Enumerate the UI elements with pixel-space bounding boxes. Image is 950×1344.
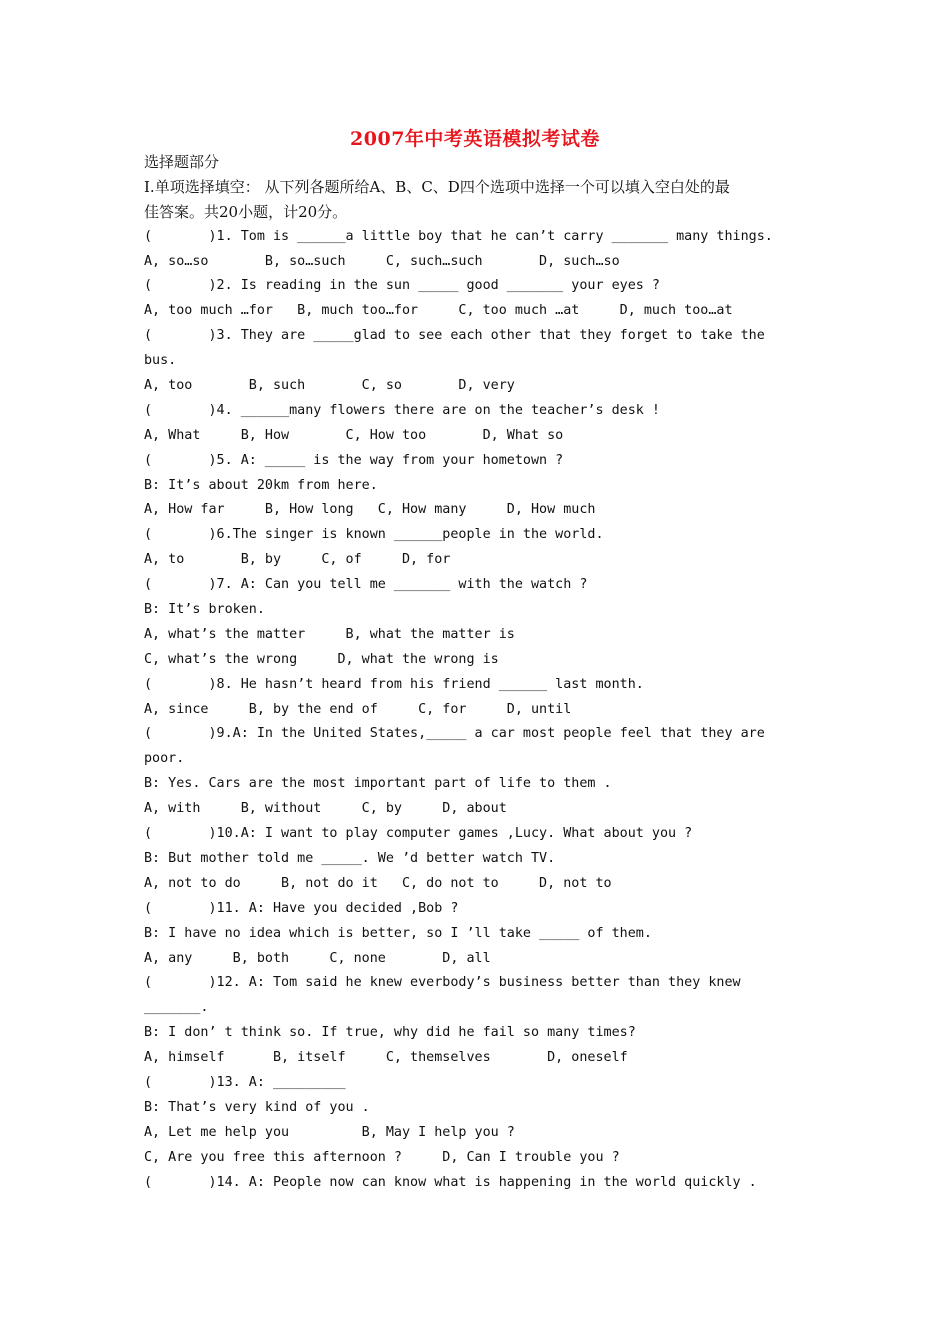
- question-line: ( )14. A: People now can know what is happening in the world quickly .: [144, 1174, 757, 1190]
- question-line: ( )13. A: _________: [144, 1074, 346, 1090]
- question-line: ( )7. A: Can you tell me _______ with the watch ?: [144, 577, 588, 593]
- question-line: ( )8. He hasn’t heard from his friend ______ last month.: [144, 676, 644, 692]
- options-line: A, what’s the matter B, what the matter is: [144, 626, 515, 642]
- options-line: A, to B, by C, of D, for: [144, 552, 451, 568]
- options-line: A, since B, by the end of C, for D, until: [144, 701, 572, 717]
- question-line: poor.: [144, 751, 185, 767]
- options-line: A, What B, How C, How too D, What so: [144, 427, 564, 443]
- question-line: bus.: [144, 353, 177, 369]
- dialog-line: B: It’s about 20km from here.: [144, 477, 378, 493]
- dialog-line: B: That’s very kind of you .: [144, 1099, 370, 1115]
- options-line: C, what’s the wrong D, what the wrong is: [144, 651, 499, 667]
- section-heading: 选择题部分: [144, 153, 220, 171]
- options-line: A, himself B, itself C, themselves D, oneself: [144, 1050, 628, 1066]
- question-text-block: [144, 150, 809, 1195]
- question-line: ( )9.A: In the United States,_____ a car most people feel that they are: [144, 726, 765, 742]
- options-line: A, with B, without C, by D, about: [144, 801, 507, 817]
- question-line: ( )4. ______many flowers there are on the teacher’s desk !: [144, 402, 660, 418]
- question-line: ( )5. A: _____ is the way from your hometown ?: [144, 452, 564, 468]
- question-line: ( )11. A: Have you decided ,Bob ?: [144, 900, 459, 916]
- dialog-line: B: I don’ t think so. If true, why did he fail so many times?: [144, 1025, 636, 1041]
- dialog-line: B: It’s broken.: [144, 602, 265, 618]
- options-line: A, Let me help you B, May I help you ?: [144, 1124, 515, 1140]
- question-line: ( )3. They are _____glad to see each other that they forget to take the: [144, 328, 765, 344]
- instructions-line: 佳答案。共20小题，计20分。: [144, 202, 348, 221]
- question-line: ( )2. Is reading in the sun _____ good _______ your eyes ?: [144, 278, 660, 294]
- options-line: A, How far B, How long C, How many D, How much: [144, 502, 596, 518]
- question-line: ( )12. A: Tom said he knew everbody’s business better than they knew: [144, 975, 741, 991]
- options-line: A, too much …for B, much too…for C, too much …at D, much too…at: [144, 303, 733, 319]
- dialog-line: B: But mother told me _____. We ’d better watch TV.: [144, 850, 556, 866]
- dialog-line: B: I have no idea which is better, so I ’ll take _____ of them.: [144, 925, 652, 941]
- question-line: ( )6.The singer is known ______people in the world.: [144, 527, 604, 543]
- options-line: C, Are you free this afternoon ? D, Can I trouble you ?: [144, 1149, 620, 1165]
- dialog-line: B: Yes. Cars are the most important part of life to them .: [144, 776, 612, 792]
- options-line: A, not to do B, not do it C, do not to D, not to: [144, 875, 612, 891]
- instructions-line: I.单项选择填空： 从下列各题所给A、B、C、D四个选项中选择一个可以填入空白处的最: [144, 177, 730, 196]
- options-line: A, any B, both C, none D, all: [144, 950, 491, 966]
- options-line: A, so…so B, so…such C, such…such D, such…so: [144, 253, 620, 269]
- question-line: ( )1. Tom is ______a little boy that he can’t carry _______ many things.: [144, 228, 773, 244]
- question-line: _______.: [144, 1000, 209, 1016]
- options-line: A, too B, such C, so D, very: [144, 378, 515, 394]
- question-line: ( )10.A: I want to play computer games ,Lucy. What about you ?: [144, 826, 693, 842]
- page-title: 2007年中考英语模拟考试卷: [350, 128, 600, 150]
